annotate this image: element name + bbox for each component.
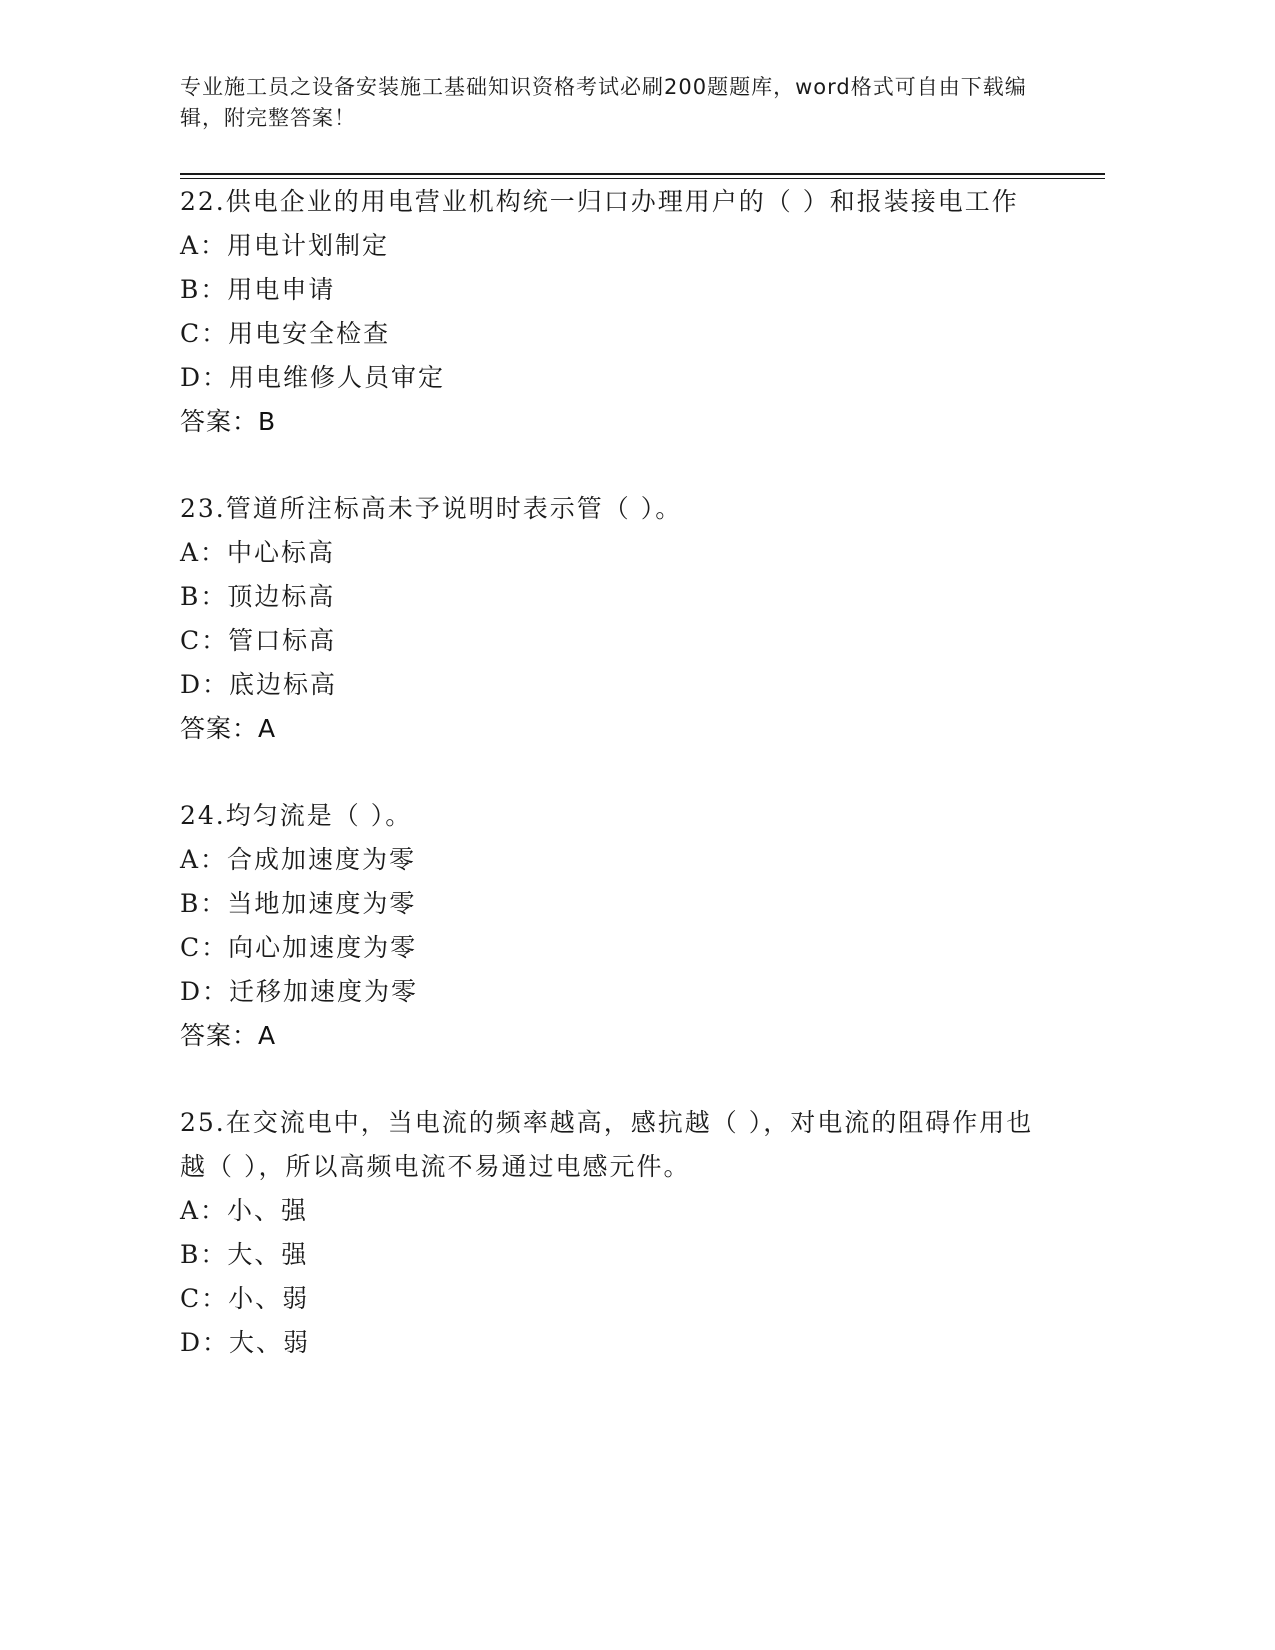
- question-25: [180, 1101, 1040, 1365]
- option-a: A：小、强: [180, 1196, 309, 1225]
- option-c: C：管口标高: [180, 626, 337, 655]
- option-c: C：用电安全检查: [180, 319, 391, 348]
- question-24: [180, 794, 1040, 1058]
- option-c: C：小、弱: [180, 1284, 310, 1313]
- option-c: C：向心加速度为零: [180, 933, 418, 962]
- document-header: 专业施工员之设备安装施工基础知识资格考试必刷200题题库，word格式可自由下载编辑，附完整答案！: [180, 75, 1027, 130]
- option-b: B：当地加速度为零: [180, 889, 417, 918]
- option-a: A：中心标高: [180, 538, 336, 567]
- option-b: B：大、强: [180, 1240, 309, 1269]
- answer: 答案：A: [180, 714, 277, 743]
- header-rule-thick: [180, 173, 1105, 175]
- option-b: B：顶边标高: [180, 582, 336, 611]
- option-d: D：大、弱: [180, 1328, 311, 1357]
- option-d: D：用电维修人员审定: [180, 363, 446, 392]
- option-d: D：迁移加速度为零: [180, 977, 419, 1006]
- question-stem: 25.在交流电中，当电流的频率越高，感抗越（ ），对电流的阻碍作用也越（ ），所以高频电流不易通过电感元件。: [180, 1108, 1034, 1181]
- question-stem: 23.管道所注标高未予说明时表示管（ ）。: [180, 494, 683, 523]
- option-a: A：用电计划制定: [180, 231, 390, 260]
- question-stem: 24.均匀流是（ ）。: [180, 801, 413, 830]
- option-b: B：用电申请: [180, 275, 336, 304]
- question-list: [180, 180, 1040, 1365]
- question-stem: 22.供电企业的用电营业机构统一归口办理用户的（ ）和报装接电工作: [180, 187, 1019, 216]
- question-22: [180, 180, 1040, 444]
- header-rule-thin: [180, 178, 1105, 179]
- option-d: D：底边标高: [180, 670, 338, 699]
- option-a: A：合成加速度为零: [180, 845, 417, 874]
- answer: 答案：B: [180, 407, 277, 436]
- answer: 答案：A: [180, 1021, 277, 1050]
- question-23: [180, 487, 1040, 751]
